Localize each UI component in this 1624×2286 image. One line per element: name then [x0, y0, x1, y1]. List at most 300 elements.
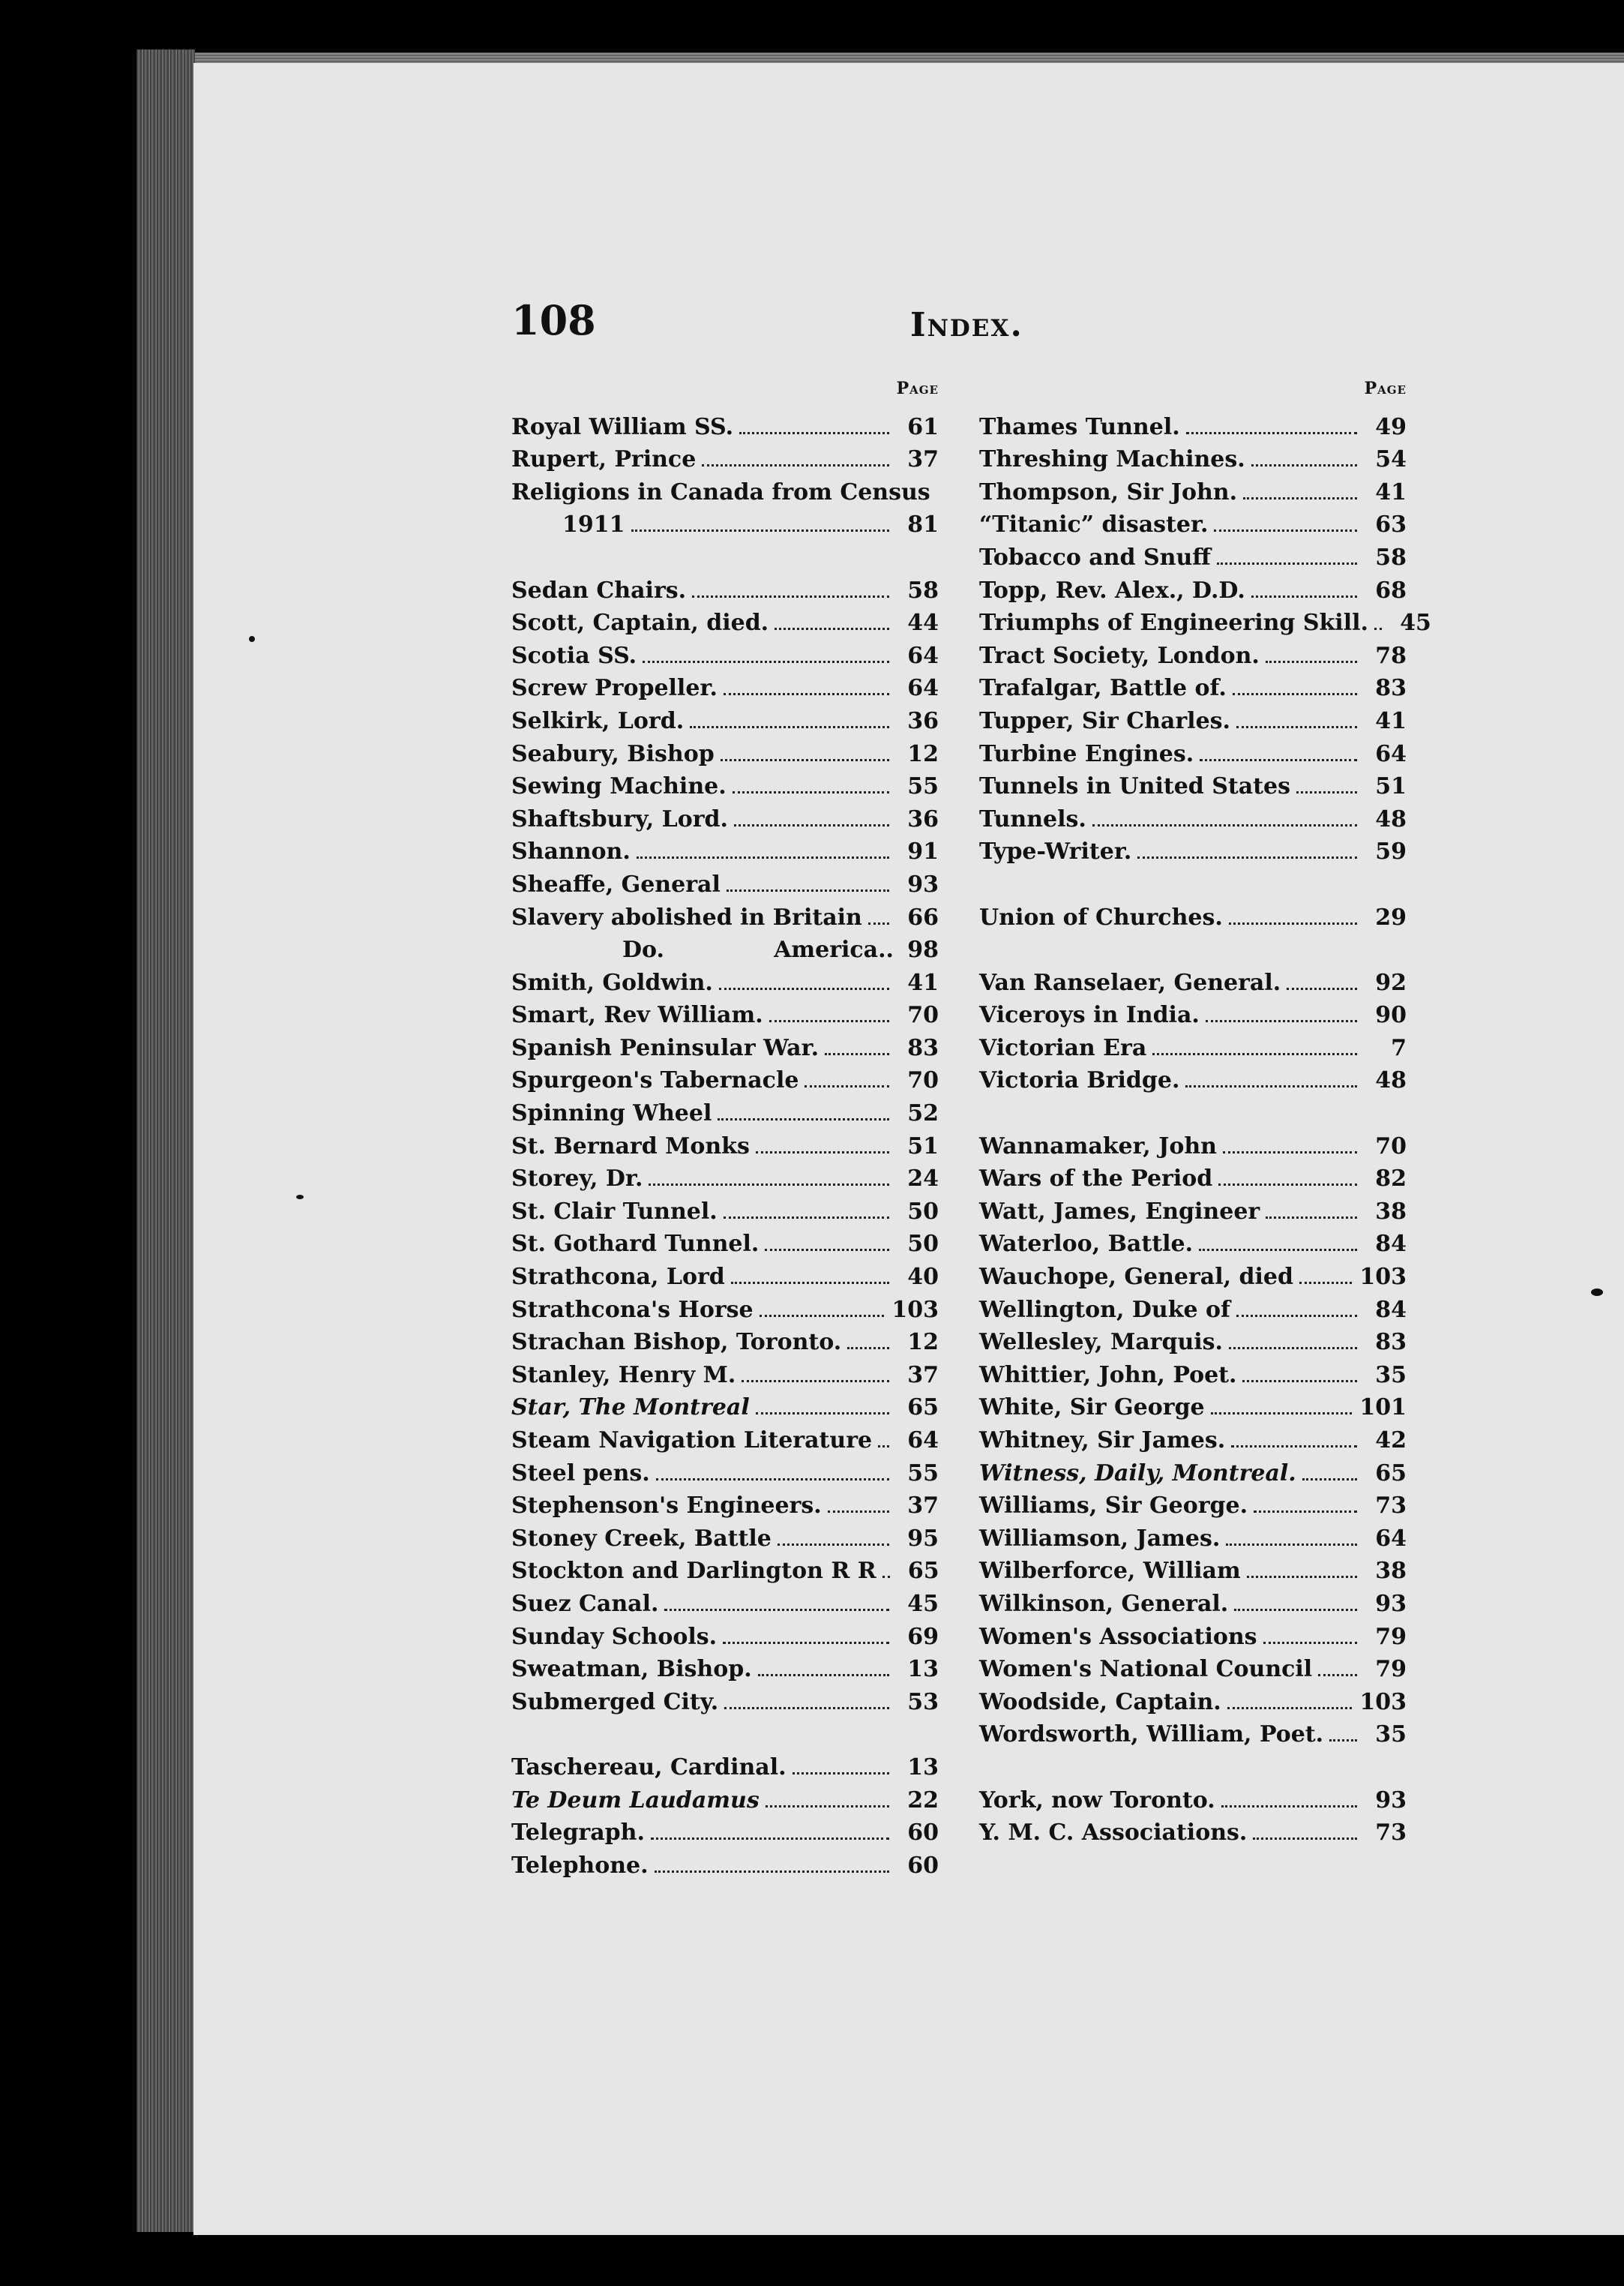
entry-page-number: 98 — [907, 937, 939, 964]
index-entry — [511, 602, 939, 635]
entry-title: Storey, Dr. — [511, 1166, 643, 1192]
entry-title: Scotia SS. — [511, 642, 637, 669]
dot-leader — [649, 1184, 889, 1186]
entry-title: Williams, Sir George. — [979, 1492, 1248, 1520]
entry-title: Stanley, Henry M. — [511, 1361, 736, 1388]
index-entry — [979, 1485, 1407, 1518]
entry-page-number: 51 — [1375, 773, 1407, 800]
entry-page-number: 52 — [907, 1100, 939, 1127]
index-entry — [511, 1812, 939, 1845]
index-entry — [511, 1746, 939, 1779]
entry-title: Stoney Creek, Battle — [511, 1525, 772, 1552]
index-entry — [979, 1419, 1407, 1452]
dot-leader — [1234, 1609, 1357, 1611]
index-entry — [979, 1288, 1407, 1322]
entry-ditto: Do. — [622, 937, 664, 964]
entry-title: Whitney, Sir James. — [979, 1427, 1226, 1454]
entry-page-number: 64 — [1375, 740, 1407, 767]
index-column-right — [979, 379, 1431, 1846]
dot-leader — [702, 464, 889, 466]
entry-title: St. Bernard Monks — [511, 1132, 750, 1160]
book-page-edges — [136, 50, 195, 2232]
index-entry — [979, 1354, 1407, 1387]
dot-leader — [1236, 726, 1357, 728]
entry-page-number: 79 — [1375, 1656, 1407, 1683]
dot-leader — [637, 856, 889, 859]
entry-title: Victoria Bridge. — [979, 1067, 1180, 1094]
index-entry — [511, 1582, 939, 1616]
entry-page-number: 93 — [907, 871, 939, 898]
entry-page-number: 73 — [1375, 1492, 1407, 1520]
entry-page-number: 101 — [1359, 1394, 1407, 1421]
ink-speck — [296, 1195, 304, 1199]
entry-title: Watt, James, Engineer — [979, 1198, 1260, 1225]
dot-leader — [631, 530, 890, 532]
entry-page-number: 82 — [1375, 1166, 1407, 1192]
entry-page-number: 13 — [907, 1656, 939, 1683]
dot-leader — [878, 1445, 889, 1448]
entry-page-number: 70 — [1375, 1132, 1407, 1160]
entry-page-number: 65 — [907, 1394, 939, 1421]
index-entry — [979, 1027, 1407, 1060]
index-entry — [511, 1779, 939, 1812]
index-entry — [511, 1288, 939, 1322]
index-entry — [979, 1060, 1407, 1093]
index-entry — [511, 1485, 939, 1518]
entry-page-number: 93 — [1375, 1786, 1407, 1814]
index-entry — [979, 831, 1407, 864]
index-entry — [511, 962, 939, 994]
dot-leader — [655, 1870, 889, 1873]
index-entry — [979, 1190, 1407, 1223]
index-entry — [979, 439, 1407, 472]
entry-title: Royal William SS. — [511, 413, 734, 440]
index-list-left — [511, 406, 939, 1877]
dot-leader — [805, 1085, 889, 1088]
dot-leader — [828, 1510, 889, 1513]
entry-title: 1911 — [562, 512, 625, 538]
entry-title: Tobacco and Snuff — [979, 544, 1211, 571]
index-entry — [979, 700, 1407, 733]
entry-title: St. Gothard Tunnel. — [511, 1231, 760, 1258]
entry-title: Rupert, Prince — [511, 446, 697, 473]
index-entry — [979, 1714, 1407, 1747]
entry-page-number: 40 — [907, 1264, 939, 1291]
index-entry — [511, 863, 939, 896]
dot-leader — [1223, 1151, 1357, 1154]
entry-title: Van Ranselaer, General. — [979, 969, 1281, 996]
index-entry — [511, 406, 939, 439]
entry-title: Religions in Canada from Census — [511, 478, 930, 506]
entry-title: St. Clair Tunnel. — [511, 1198, 718, 1225]
entry-title: Witness, Daily, Montreal. — [979, 1460, 1296, 1486]
index-entry — [511, 471, 939, 504]
entry-page-number: 55 — [907, 1460, 939, 1486]
entry-title — [511, 939, 897, 962]
dot-leader — [742, 1380, 889, 1382]
dot-leader — [847, 1347, 889, 1349]
dot-leader — [1318, 1674, 1357, 1676]
entry-title: Submerged City. — [511, 1688, 719, 1715]
dot-leader — [1185, 1085, 1357, 1088]
entry-page-number: 70 — [907, 1067, 939, 1094]
index-entry — [979, 1648, 1407, 1682]
entry-page-number: 83 — [1375, 1329, 1407, 1356]
dot-leader — [721, 759, 889, 761]
dot-leader — [1227, 1707, 1353, 1709]
entry-title: Suez Canal. — [511, 1590, 659, 1617]
entry-page-number: 66 — [907, 904, 939, 931]
entry-title: Te Deum Laudamus — [511, 1786, 760, 1814]
entry-page-number: 65 — [907, 1558, 939, 1585]
dot-leader — [775, 628, 889, 630]
index-entry — [979, 1812, 1407, 1845]
index-entry — [979, 1223, 1407, 1256]
index-entry — [979, 962, 1407, 994]
entry-page-number: 49 — [1375, 413, 1407, 440]
entry-title: Thames Tunnel. — [979, 413, 1180, 440]
index-entry — [511, 569, 939, 602]
entry-title: Women's Associations — [979, 1623, 1257, 1650]
index-entry — [511, 1092, 939, 1125]
index-entry — [511, 634, 939, 668]
entry-page-number: 84 — [1375, 1231, 1407, 1258]
entry-page-number: 65 — [1375, 1460, 1407, 1486]
entry-title: Tract Society, London. — [979, 642, 1260, 669]
dot-leader — [758, 1674, 889, 1676]
dot-leader — [1242, 1380, 1357, 1382]
ink-speck — [1591, 1288, 1603, 1296]
index-entry — [979, 471, 1407, 504]
entry-page-number: 81 — [907, 512, 939, 538]
index-entry — [979, 896, 1407, 929]
spacer — [979, 1092, 1407, 1125]
dot-leader — [756, 1151, 889, 1154]
index-entry — [979, 1387, 1407, 1420]
dot-leader — [734, 824, 889, 826]
dot-leader — [1263, 1642, 1357, 1644]
index-list-right — [979, 406, 1431, 1846]
index-entry — [511, 1158, 939, 1191]
entry-page-number: 45 — [1400, 610, 1431, 637]
index-entry — [511, 994, 939, 1028]
entry-page-number: 50 — [907, 1198, 939, 1225]
entry-title: White, Sir George — [979, 1394, 1205, 1421]
entry-title: Spurgeon's Tabernacle — [511, 1067, 799, 1094]
entry-page-number: 103 — [1359, 1264, 1407, 1291]
index-entry — [979, 733, 1407, 766]
entry-title: Williamson, James. — [979, 1525, 1221, 1552]
dot-leader — [1226, 1544, 1357, 1546]
index-entry — [979, 1582, 1407, 1616]
entry-page-number: 60 — [907, 1852, 939, 1879]
entry-title: Victorian Era — [979, 1034, 1147, 1061]
entry-title: York, now Toronto. — [979, 1786, 1215, 1814]
index-entry — [511, 1322, 939, 1354]
index-entry — [979, 1616, 1407, 1648]
dot-leader — [825, 1053, 889, 1055]
dot-leader — [727, 890, 889, 892]
index-entry — [511, 1060, 939, 1093]
entry-page-number: 55 — [907, 773, 939, 800]
index-entry — [979, 1779, 1407, 1812]
dot-leader — [1243, 497, 1357, 500]
entry-page-number: 41 — [1375, 478, 1407, 506]
dot-leader — [1137, 856, 1357, 859]
spacer — [511, 1714, 939, 1747]
dot-leader — [1253, 1838, 1357, 1840]
index-entry — [511, 439, 939, 472]
dot-leader — [1374, 628, 1382, 630]
entry-title: Steam Navigation Literature — [511, 1427, 873, 1454]
entry-page-number: 61 — [907, 413, 939, 440]
entry-title: Tunnels in United States — [979, 773, 1291, 800]
index-entry — [511, 766, 939, 799]
entry-title: Strathcona, Lord — [511, 1264, 725, 1291]
entry-title: Strathcona's Horse — [511, 1296, 754, 1323]
entry-page-number: 78 — [1375, 642, 1407, 669]
dot-leader — [1211, 1412, 1353, 1414]
index-entry — [979, 1681, 1407, 1714]
page-column-label: Page — [1364, 379, 1407, 398]
index-entry — [979, 602, 1431, 637]
spacer — [511, 536, 939, 569]
index-entry — [511, 896, 939, 929]
entry-page-number: 22 — [907, 1786, 939, 1814]
entry-page-number: 90 — [1375, 1002, 1407, 1029]
dot-leader — [1218, 1184, 1357, 1186]
entry-title: Steel pens. — [511, 1460, 650, 1486]
index-entry — [511, 1648, 939, 1682]
entry-page-number: 37 — [907, 446, 939, 473]
entry-title: Union of Churches. — [979, 904, 1223, 931]
entry-title: Sheaffe, General — [511, 871, 721, 898]
index-entry — [511, 1681, 939, 1714]
entry-title: Selkirk, Lord. — [511, 707, 685, 734]
entry-page-number: 83 — [1375, 675, 1407, 702]
index-entry — [511, 1616, 939, 1648]
index-entry — [511, 1517, 939, 1550]
entry-page-number: 37 — [907, 1492, 939, 1520]
entry-title: Scott, Captain, died. — [511, 610, 769, 637]
entry-page-number: 58 — [907, 577, 939, 604]
dot-leader — [724, 1707, 889, 1709]
dot-leader — [766, 1805, 889, 1808]
entry-page-number: 36 — [907, 806, 939, 832]
dot-leader — [1302, 1478, 1357, 1480]
dot-leader — [1092, 824, 1357, 826]
entry-title: Viceroys in India. — [979, 1002, 1200, 1029]
entry-title: Tunnels. — [979, 806, 1086, 832]
dot-leader — [1229, 922, 1357, 925]
entry-title: Screw Propeller. — [511, 675, 718, 702]
dot-leader — [656, 1478, 889, 1480]
entry-title: Seabury, Bishop — [511, 740, 715, 767]
dot-leader — [769, 1020, 889, 1022]
entry-page-number: 83 — [907, 1034, 939, 1061]
index-column-left — [511, 379, 939, 1877]
dot-leader — [793, 1772, 889, 1774]
entry-title: Y. M. C. Associations. — [979, 1820, 1248, 1846]
entry-page-number: 79 — [1375, 1623, 1407, 1650]
entry-title: Whittier, John, Poet. — [979, 1361, 1237, 1388]
entry-page-number: 38 — [1375, 1198, 1407, 1225]
dot-leader — [1287, 988, 1357, 990]
index-entry — [511, 700, 939, 733]
dot-leader — [692, 596, 889, 598]
entry-title: Spinning Wheel — [511, 1100, 712, 1127]
dot-leader — [651, 1838, 889, 1840]
entry-title: Sedan Chairs. — [511, 577, 687, 604]
dot-leader — [739, 432, 889, 434]
dot-leader — [1266, 1216, 1357, 1219]
index-entry — [979, 1550, 1407, 1583]
entry-page-number: 51 — [907, 1132, 939, 1160]
entry-page-number: 95 — [907, 1525, 939, 1552]
entry-page-number: 54 — [1375, 446, 1407, 473]
entry-page-number: 13 — [907, 1754, 939, 1780]
index-entry — [979, 569, 1407, 602]
dot-leader — [1206, 1020, 1357, 1022]
entry-page-number: 91 — [907, 838, 939, 866]
entry-title: Sweatman, Bishop. — [511, 1656, 752, 1683]
entry-title: Type-Writer. — [979, 838, 1132, 866]
entry-title: Taschereau, Cardinal. — [511, 1754, 787, 1780]
entry-page-number: 41 — [1375, 707, 1407, 734]
entry-title: Woodside, Captain. — [979, 1688, 1221, 1715]
index-entry — [979, 1452, 1407, 1485]
entry-page-number: 58 — [1375, 544, 1407, 571]
entry-title-continued: America.. — [774, 937, 894, 964]
index-entry — [979, 504, 1407, 537]
index-entry — [511, 1125, 939, 1158]
entry-title: Telegraph. — [511, 1820, 645, 1846]
index-entry — [511, 504, 939, 537]
entry-page-number: 24 — [907, 1166, 939, 1192]
ink-speck — [249, 636, 255, 642]
entry-page-number: 50 — [907, 1231, 939, 1258]
entry-title: Spanish Peninsular War. — [511, 1034, 819, 1061]
entry-page-number: 84 — [1375, 1296, 1407, 1323]
entry-page-number: 64 — [907, 642, 939, 669]
entry-title: Trafalgar, Battle of. — [979, 675, 1227, 702]
entry-page-number: 41 — [907, 969, 939, 996]
entry-title: Wauchope, General, died — [979, 1264, 1293, 1291]
index-entry — [511, 1550, 939, 1583]
entry-page-number: 68 — [1375, 577, 1407, 604]
dot-leader — [1231, 1445, 1357, 1448]
entry-title: Women's National Council — [979, 1656, 1313, 1683]
entry-page-number: 42 — [1375, 1427, 1407, 1454]
entry-page-number: 48 — [1375, 1067, 1407, 1094]
entry-page-number: 38 — [1375, 1558, 1407, 1585]
entry-page-number: 29 — [1375, 904, 1407, 931]
index-entry — [511, 1354, 939, 1387]
index-entry — [979, 406, 1407, 439]
index-entry — [979, 766, 1407, 799]
dot-leader — [731, 1282, 889, 1284]
entry-page-number: 63 — [1375, 512, 1407, 538]
entry-title: Stephenson's Engineers. — [511, 1492, 822, 1520]
dot-leader — [1329, 1739, 1357, 1742]
entry-page-number: 45 — [907, 1590, 939, 1617]
entry-title: Sewing Machine. — [511, 773, 727, 800]
index-entry — [979, 1256, 1407, 1291]
entry-title: Strachan Bishop, Toronto. — [511, 1329, 842, 1356]
dot-leader — [719, 988, 889, 990]
entry-page-number: 44 — [907, 610, 939, 637]
dot-leader — [724, 1216, 889, 1219]
index-entry — [979, 1517, 1407, 1550]
dot-leader — [1186, 432, 1357, 434]
dot-leader — [765, 1249, 889, 1251]
index-entry — [511, 1190, 939, 1223]
dot-leader — [1233, 693, 1357, 695]
entry-page-number: 64 — [907, 1427, 939, 1454]
index-entry — [511, 733, 939, 766]
index-entry — [511, 798, 939, 831]
spacer — [979, 1746, 1407, 1779]
entry-title: Triumphs of Engineering Skill. — [979, 610, 1368, 637]
entry-page-number: 12 — [907, 740, 939, 767]
index-entry — [979, 1125, 1407, 1158]
dot-leader — [1251, 596, 1357, 598]
entry-page-number: 59 — [1375, 838, 1407, 866]
index-entry — [511, 1452, 939, 1485]
entry-title: Turbine Engines. — [979, 740, 1194, 767]
dot-leader — [1214, 530, 1357, 532]
entry-page-number: 35 — [1375, 1361, 1407, 1388]
index-entry — [979, 1158, 1407, 1191]
entry-page-number: 7 — [1391, 1034, 1407, 1061]
entry-title: Star, The Montreal — [511, 1394, 750, 1421]
entry-title: Sunday Schools. — [511, 1623, 718, 1650]
spacer — [979, 929, 1407, 962]
index-entry — [511, 1419, 939, 1452]
dot-leader — [760, 1315, 885, 1317]
entry-page-number: 73 — [1375, 1820, 1407, 1846]
dot-leader — [756, 1412, 889, 1414]
dot-leader — [1236, 1315, 1357, 1317]
entry-title: Waterloo, Battle. — [979, 1231, 1194, 1258]
page-number: 108 — [511, 296, 596, 344]
entry-page-number: 36 — [907, 707, 939, 734]
entry-title: Wilberforce, William — [979, 1558, 1241, 1585]
index-entry — [511, 831, 939, 864]
entry-title: Telephone. — [511, 1852, 649, 1879]
entry-title: Smart, Rev William. — [511, 1002, 763, 1029]
entry-title: Topp, Rev. Alex., D.D. — [979, 577, 1245, 604]
entry-title: Tupper, Sir Charles. — [979, 707, 1230, 734]
dot-leader — [882, 1576, 890, 1578]
entry-title: Smith, Goldwin. — [511, 969, 713, 996]
entry-page-number: 37 — [907, 1361, 939, 1388]
entry-page-number: 69 — [907, 1623, 939, 1650]
dot-leader — [1200, 759, 1357, 761]
entry-title: Shaftsbury, Lord. — [511, 806, 728, 832]
index-entry — [511, 929, 939, 962]
dot-leader — [690, 726, 889, 728]
dot-leader — [1247, 1576, 1357, 1578]
entry-title: Wellington, Duke of — [979, 1296, 1230, 1323]
dot-leader — [1221, 1805, 1357, 1808]
index-entry — [979, 994, 1407, 1028]
index-entry — [511, 1844, 939, 1877]
index-entry — [979, 634, 1407, 668]
index-entry — [511, 1256, 939, 1291]
dot-leader — [664, 1609, 889, 1611]
dot-leader — [1152, 1053, 1357, 1055]
